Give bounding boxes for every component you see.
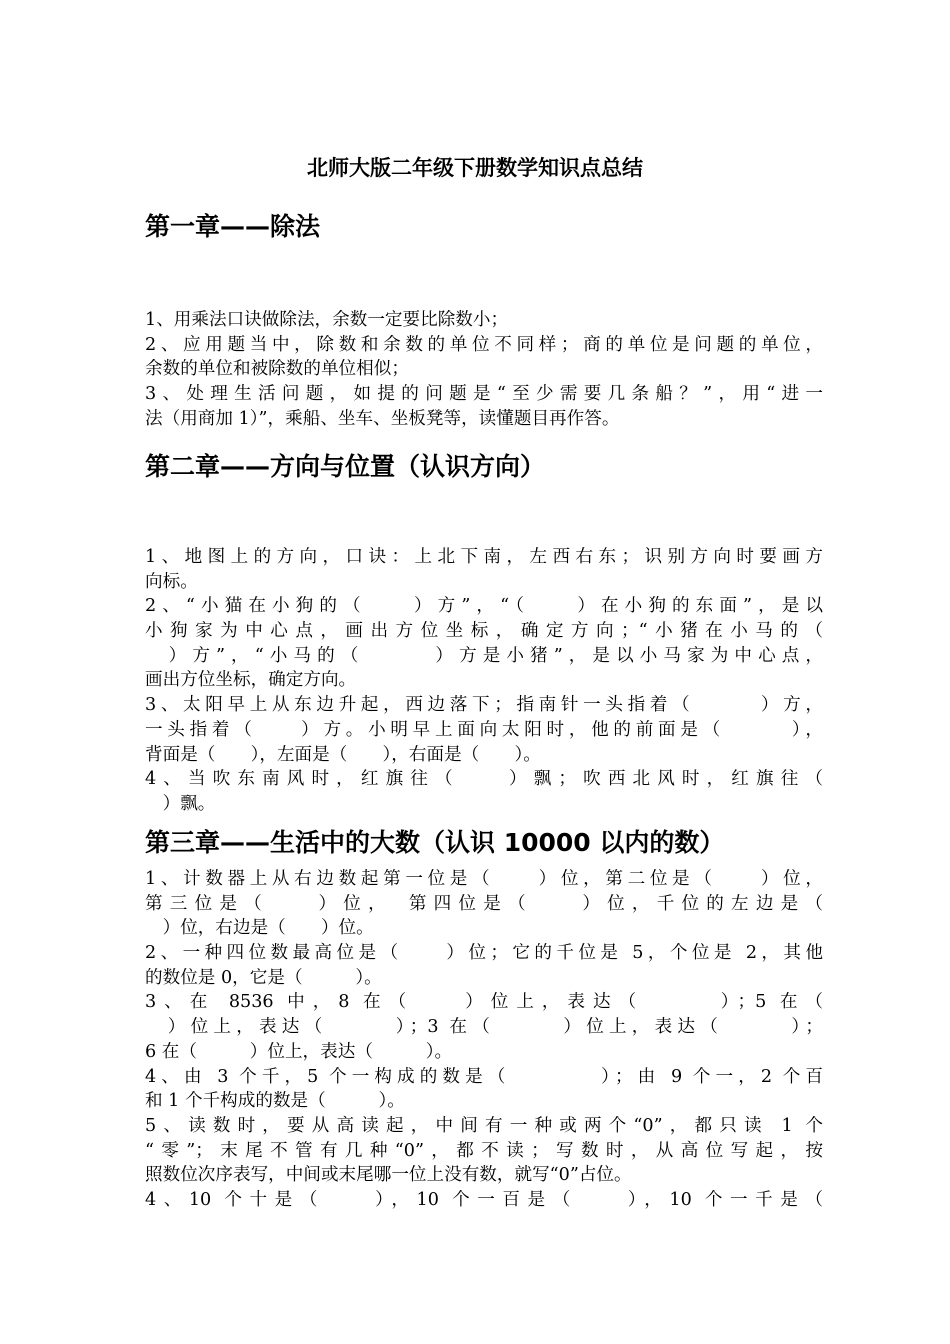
text-line: 的数位是 0，它是（ ）。 [145, 967, 382, 988]
text-line: ）飘。 [145, 793, 216, 814]
text-line: 照数位次序表写，中间或末尾哪一位上没有数，就写“0”占位。 [145, 1165, 632, 1186]
text-line: 向标。 [145, 571, 198, 592]
text-line: 第三位是（ ）位， 第四位是（ ）位，千位的左边是（ [145, 893, 823, 914]
text-line: “零”；末尾不管有几种“0”，都不读；写数时，从高位写起，按 [145, 1140, 823, 1161]
text-line: 2、应用题当中，除数和余数的单位不同样；商的单位是问题的单位， [145, 334, 823, 355]
text-line: 2、一种四位数最高位是（ ）位；它的千位是 5，个位是 2，其他 [145, 943, 823, 964]
text-line: 6 在（ ）位上，表达（ ）。 [145, 1041, 453, 1062]
chapter-1-body [145, 308, 823, 431]
text-line: 3、太阳早上从东边升起，西边落下；指南针一头指着（ ）方， [145, 695, 823, 716]
text-line: 一头指着（ ）方。小明早上面向太阳时，他的前面是（ ）， [145, 719, 823, 740]
text-line: 1、计数器上从右边数起第一位是（ ）位，第二位是（ ）位， [145, 869, 823, 889]
text-line: 5、读数时，要从高读起，中间有一种或两个“0”，都只读 1 个 [145, 1115, 823, 1136]
text-line: ）方”，“小马的（ ）方是小猪”，是以小马家为中心点， [145, 645, 823, 666]
chapter-3-heading: 第三章——生活中的大数（认识 10000 以内的数） [145, 828, 725, 857]
chapter-2-heading: 第二章——方向与位置（认识方向） [145, 452, 546, 481]
text-line: 小狗家为中心点，画出方位坐标，确定方向；“小猪在小马的（ [145, 621, 823, 642]
chapter-1-heading: 第一章——除法 [145, 212, 321, 241]
text-line: 背面是（ ），左面是（ ），右面是（ ）。 [145, 744, 541, 765]
text-line: 3、在 8536 中，8 在（ ）位上，表达（ ）；5 在（ [145, 992, 823, 1013]
text-line: 4、当吹东南风时，红旗往（ ）飘；吹西北风时，红旗往（ [145, 769, 823, 790]
text-line: ）位上，表达（ ）；3 在（ ）位上，表达（ ）； [145, 1017, 823, 1038]
text-line: 3、处理生活问题，如提的问题是“至少需要几条船？”，用“进一 [145, 384, 823, 405]
text-line: 法（用商加 1）”，乘船、坐车、坐板凳等，读懂题目再作答。 [145, 408, 620, 429]
text-line: 2、“小猫在小狗的（ ）方”，“（ ）在小狗的东面”，是以 [145, 596, 823, 617]
text-line: ）位，右边是（ ）位。 [145, 918, 374, 939]
text-line: 画出方位坐标，确定方向。 [145, 670, 357, 691]
chapter-3-body [145, 867, 823, 1213]
text-line: 余数的单位和被除数的单位相似； [145, 359, 409, 380]
text-line: 4、由 3 个千，5 个一构成的数是（ ）；由 9 个一，2 个百 [145, 1066, 823, 1087]
text-line: 和 1 个千构成的数是（ ）。 [145, 1091, 405, 1112]
text-line: 1、用乘法口诀做除法，余数一定要比除数小； [145, 310, 509, 330]
chapter-2-body [145, 545, 823, 817]
document-title: 北师大版二年级下册数学知识点总结 [307, 156, 643, 180]
text-line: 1、地图上的方向，口诀：上北下南，左西右东；识别方向时要画方 [145, 547, 823, 567]
text-line: 4、10 个十是（ ），10 个一百是（ ），10 个一千是（ [145, 1189, 823, 1210]
